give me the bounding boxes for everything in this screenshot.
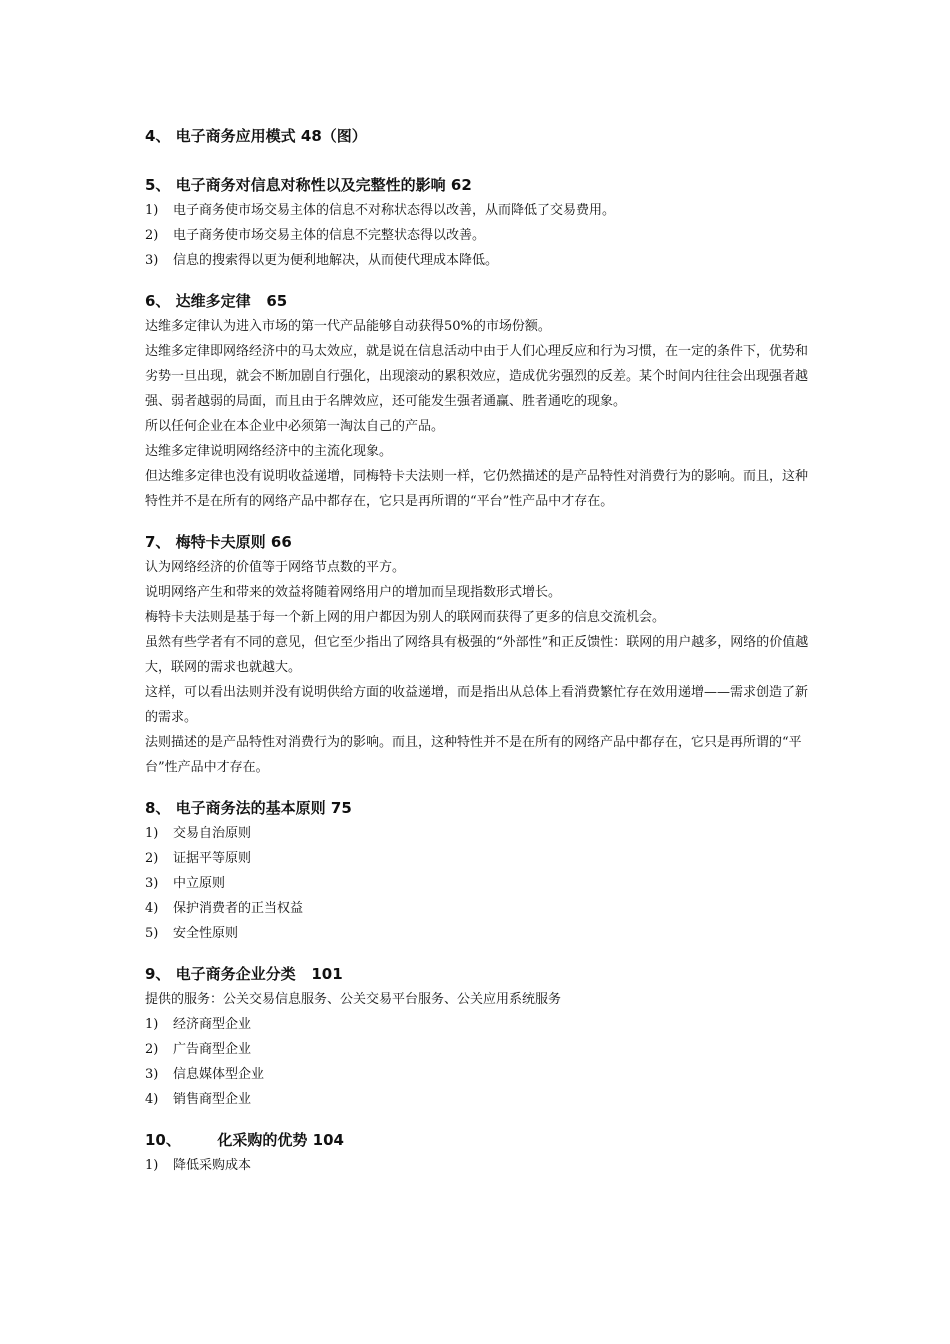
list-text: 电子商务使市场交易主体的信息不完整状态得以改善。 [173, 228, 486, 243]
list-text: 广告商型企业 [173, 1042, 252, 1057]
section-heading: 6、 达维多定律 65 [145, 292, 288, 310]
paragraph: 认为网络经济的价值等于网络节点数的平方。 [145, 560, 406, 575]
list-text: 信息的搜索得以更为便利地解决，从而使代理成本降低。 [173, 253, 499, 268]
section-heading: 9、 电子商务企业分类 101 [145, 965, 343, 983]
paragraph: 梅特卡夫法则是基于每一个新上网的用户都因为别人的联网而获得了更多的信息交流机会。 [145, 610, 666, 625]
list-item [145, 1062, 815, 1087]
list-index: 3) [145, 1067, 159, 1082]
list-item [145, 223, 815, 248]
list-item [145, 846, 815, 871]
list-index: 1) [145, 1017, 159, 1032]
section-8 [145, 796, 815, 946]
section-7 [145, 530, 815, 780]
paragraph: 所以任何企业在本企业中必须第一淘汰自己的产品。 [145, 419, 445, 434]
list-item [145, 198, 815, 223]
document-content [145, 124, 815, 1194]
section-heading: 4、 电子商务应用模式 48（图） [145, 127, 367, 145]
section-4 [145, 124, 815, 149]
list-text: 安全性原则 [173, 926, 239, 941]
list-index: 1) [145, 1158, 159, 1173]
paragraph: 达维多定律说明网络经济中的主流化现象。 [145, 444, 393, 459]
list-item [145, 248, 815, 273]
list-item [145, 821, 815, 846]
list-index: 5) [145, 926, 159, 941]
list-index: 2) [145, 228, 159, 243]
list-text: 保护消费者的正当权益 [173, 901, 304, 916]
list-text: 销售商型企业 [173, 1092, 252, 1107]
section-heading: 7、 梅特卡夫原则 66 [145, 533, 292, 551]
list-text: 证据平等原则 [173, 851, 252, 866]
paragraph: 虽然有些学者有不同的意见，但它至少指出了网络具有极强的“外部性”和正反馈性：联网的用户越多，网络的价值越大，联网的需求也就越大。 [145, 635, 809, 675]
list-text: 交易自治原则 [173, 826, 252, 841]
paragraph: 但达维多定律也没有说明收益递增，同梅特卡夫法则一样，它仍然描述的是产品特性对消费行为的影响。而且，这种特性并不是在所有的网络产品中都存在，它只是再所谓的“平台”性产品中才存在。 [145, 469, 809, 509]
section-5 [145, 173, 815, 273]
list-index: 3) [145, 253, 159, 268]
list-item [145, 871, 815, 896]
list-text: 降低采购成本 [173, 1158, 252, 1173]
list-item [145, 921, 815, 946]
paragraph: 达维多定律认为进入市场的第一代产品能够自动获得50%的市场份额。 [145, 319, 551, 334]
list-index: 3) [145, 876, 159, 891]
list-text: 电子商务使市场交易主体的信息不对称状态得以改善，从而降低了交易费用。 [173, 203, 616, 218]
section-6 [145, 289, 815, 514]
list-text: 信息媒体型企业 [173, 1067, 265, 1082]
list-index: 4) [145, 901, 159, 916]
section-heading: 5、 电子商务对信息对称性以及完整性的影响 62 [145, 176, 472, 194]
section-heading: 10、 化采购的优势 104 [145, 1131, 344, 1149]
list-index: 2) [145, 851, 159, 866]
paragraph: 说明网络产生和带来的效益将随着网络用户的增加而呈现指数形式增长。 [145, 585, 562, 600]
list-item [145, 1012, 815, 1037]
list-item [145, 1087, 815, 1112]
list-item [145, 1153, 815, 1178]
section-heading: 8、 电子商务法的基本原则 75 [145, 799, 352, 817]
list-index: 2) [145, 1042, 159, 1057]
section-intro: 提供的服务：公关交易信息服务、公关交易平台服务、公关应用系统服务 [145, 992, 562, 1007]
paragraph: 这样，可以看出法则并没有说明供给方面的收益递增，而是指出从总体上看消费繁忙存在效用递增——需求创造了新的需求。 [145, 685, 809, 725]
list-text: 中立原则 [173, 876, 226, 891]
section-9 [145, 962, 815, 1112]
list-item [145, 1037, 815, 1062]
list-index: 1) [145, 826, 159, 841]
list-item [145, 896, 815, 921]
section-10 [145, 1128, 815, 1178]
list-text: 经济商型企业 [173, 1017, 252, 1032]
list-index: 4) [145, 1092, 159, 1107]
list-index: 1) [145, 203, 159, 218]
paragraph: 法则描述的是产品特性对消费行为的影响。而且，这种特性并不是在所有的网络产品中都存在，它只是再所谓的“平台”性产品中才存在。 [145, 735, 802, 775]
paragraph: 达维多定律即网络经济中的马太效应，就是说在信息活动中由于人们心理反应和行为习惯，在一定的条件下，优势和劣势一旦出现，就会不断加剧自行强化，出现滚动的累积效应，造成优劣强烈的反差。某个时间内往往会出现强者越强、弱者越弱的局面，而且由于名牌效应，还可能发生强者通赢、胜者通吃的现象。 [145, 344, 809, 409]
